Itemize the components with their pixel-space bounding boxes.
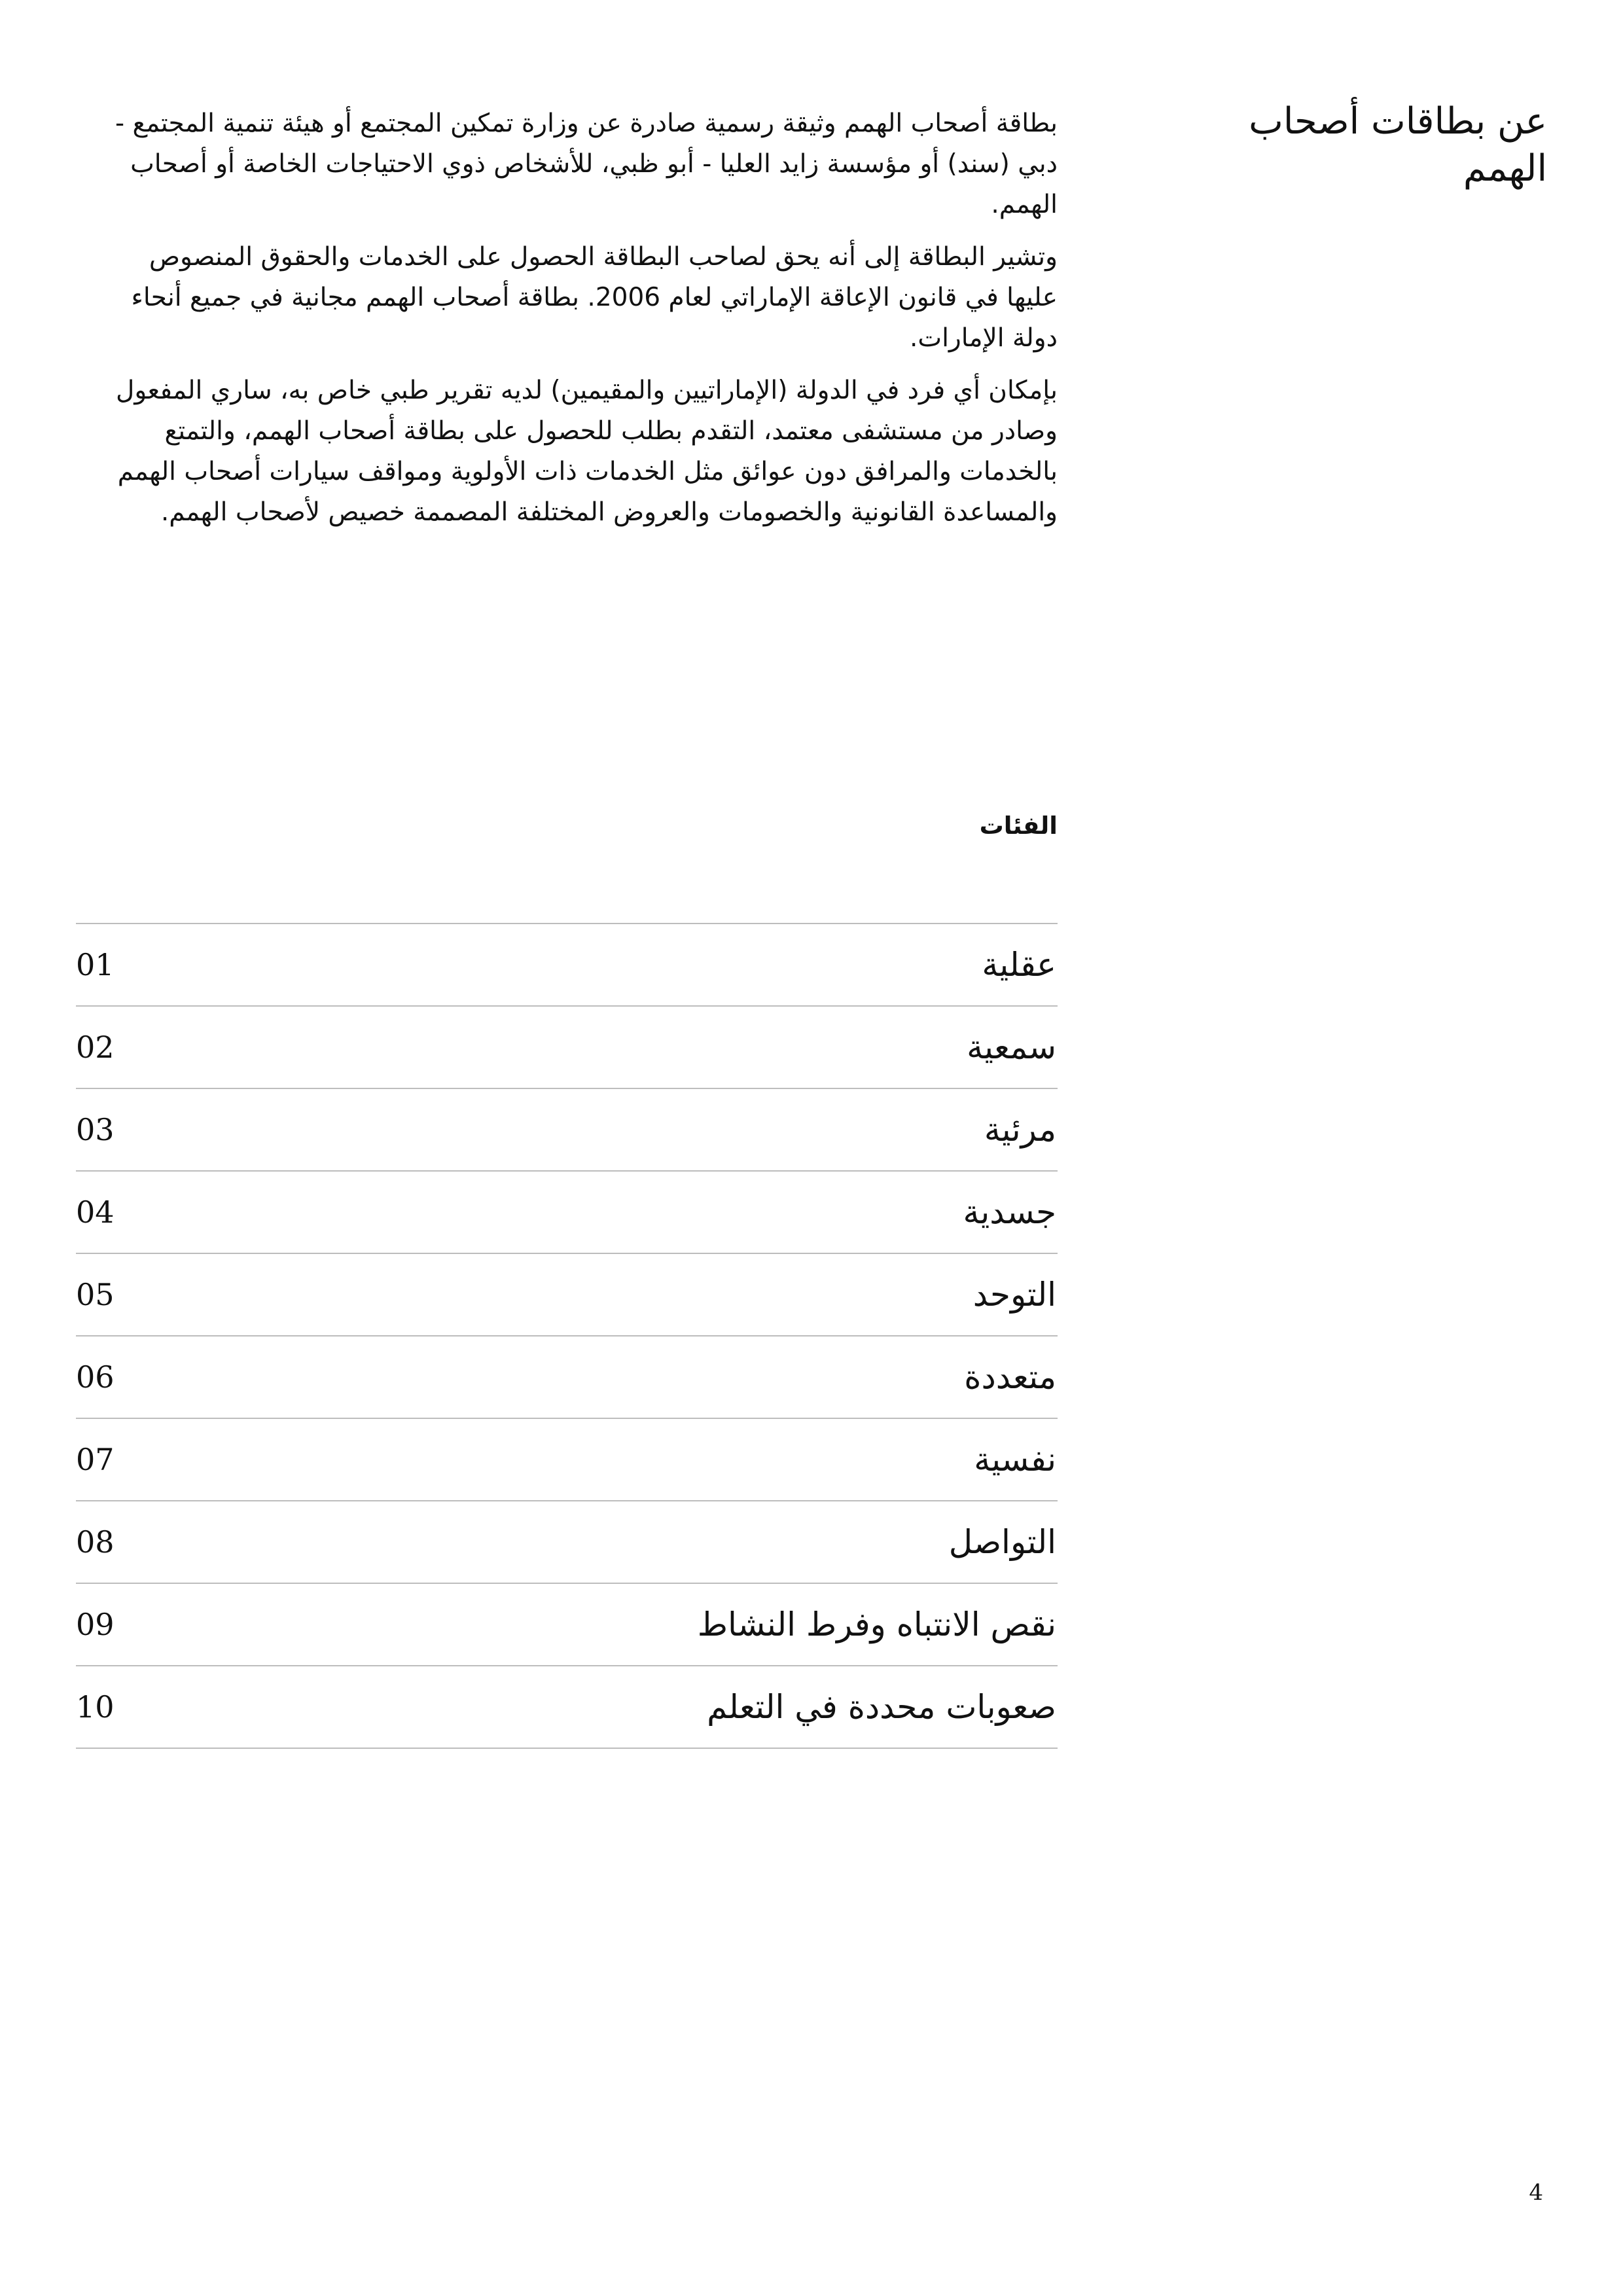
- category-number: 09: [76, 1607, 115, 1642]
- intro-paragraph: بإمكان أي فرد في الدولة (الإماراتيين والمقيمين) لديه تقرير طبي خاص به، ساري المفعول وصادر من مستشفى معتمد، التقدم بطلب للحصول على بطاقة أصحاب الهمم، والتمتع بالخدمات والمرافق دون عوائق مثل الخدمات ذات الأولوية ومواقف سيارات أصحاب الهمم والمساعدة القانونية والخصومات والعروض المختلفة المصممة خصيص لأصحاب الهمم.: [116, 376, 1058, 527]
- category-row: [76, 1254, 1058, 1336]
- category-name: جسدية: [963, 1193, 1056, 1231]
- page-number: 4: [1529, 2179, 1543, 2206]
- category-number: 08: [76, 1524, 115, 1560]
- category-number: 06: [76, 1359, 115, 1395]
- categories-list: [76, 923, 1058, 1749]
- category-number: 02: [76, 1030, 115, 1065]
- category-name: سمعية: [967, 1028, 1056, 1066]
- category-number: 03: [76, 1112, 115, 1147]
- category-name: عقلية: [982, 946, 1056, 984]
- category-row: [76, 1172, 1058, 1254]
- category-number: 01: [76, 947, 115, 982]
- category-number: 05: [76, 1277, 115, 1312]
- intro-paragraph: وتشير البطاقة إلى أنه يحق لصاحب البطاقة الحصول على الخدمات والحقوق المنصوص عليها في قانون الإعاقة الإماراتي لعام 2006. بطاقة أصحاب الهمم مجانية في جميع أنحاء دولة الإمارات.: [131, 242, 1058, 353]
- category-row: [76, 1666, 1058, 1749]
- category-row: [76, 1501, 1058, 1584]
- category-number: 10: [76, 1689, 115, 1725]
- category-name: نفسية: [974, 1441, 1056, 1479]
- intro-paragraph: بطاقة أصحاب الهمم وثيقة رسمية صادرة عن وزارة تمكين المجتمع أو هيئة تنمية المجتمع - دبي (سند) أو مؤسسة زايد العليا - أبو ظبي، للأشخاص ذوي الاحتياجات الخاصة أو أصحاب الهمم.: [115, 109, 1058, 219]
- category-name: التوحد: [972, 1276, 1056, 1314]
- category-row: [76, 1419, 1058, 1501]
- category-name: مرئية: [984, 1111, 1056, 1149]
- category-number: 07: [76, 1442, 115, 1477]
- category-row: [76, 1584, 1058, 1666]
- page-title: عن بطاقات أصحاب الهمم: [1249, 100, 1547, 190]
- category-name: متعددة: [964, 1358, 1056, 1396]
- category-row: [76, 1007, 1058, 1089]
- category-name: نقص الانتباه وفرط النشاط: [697, 1605, 1056, 1643]
- category-row: [76, 1089, 1058, 1172]
- intro-section: [96, 103, 1058, 545]
- category-row: [76, 1336, 1058, 1419]
- categories-heading: الفئات: [979, 812, 1058, 840]
- category-name: صعوبات محددة في التعلم: [707, 1688, 1056, 1726]
- category-name: التواصل: [948, 1523, 1056, 1561]
- category-number: 04: [76, 1194, 115, 1230]
- category-row: [76, 924, 1058, 1007]
